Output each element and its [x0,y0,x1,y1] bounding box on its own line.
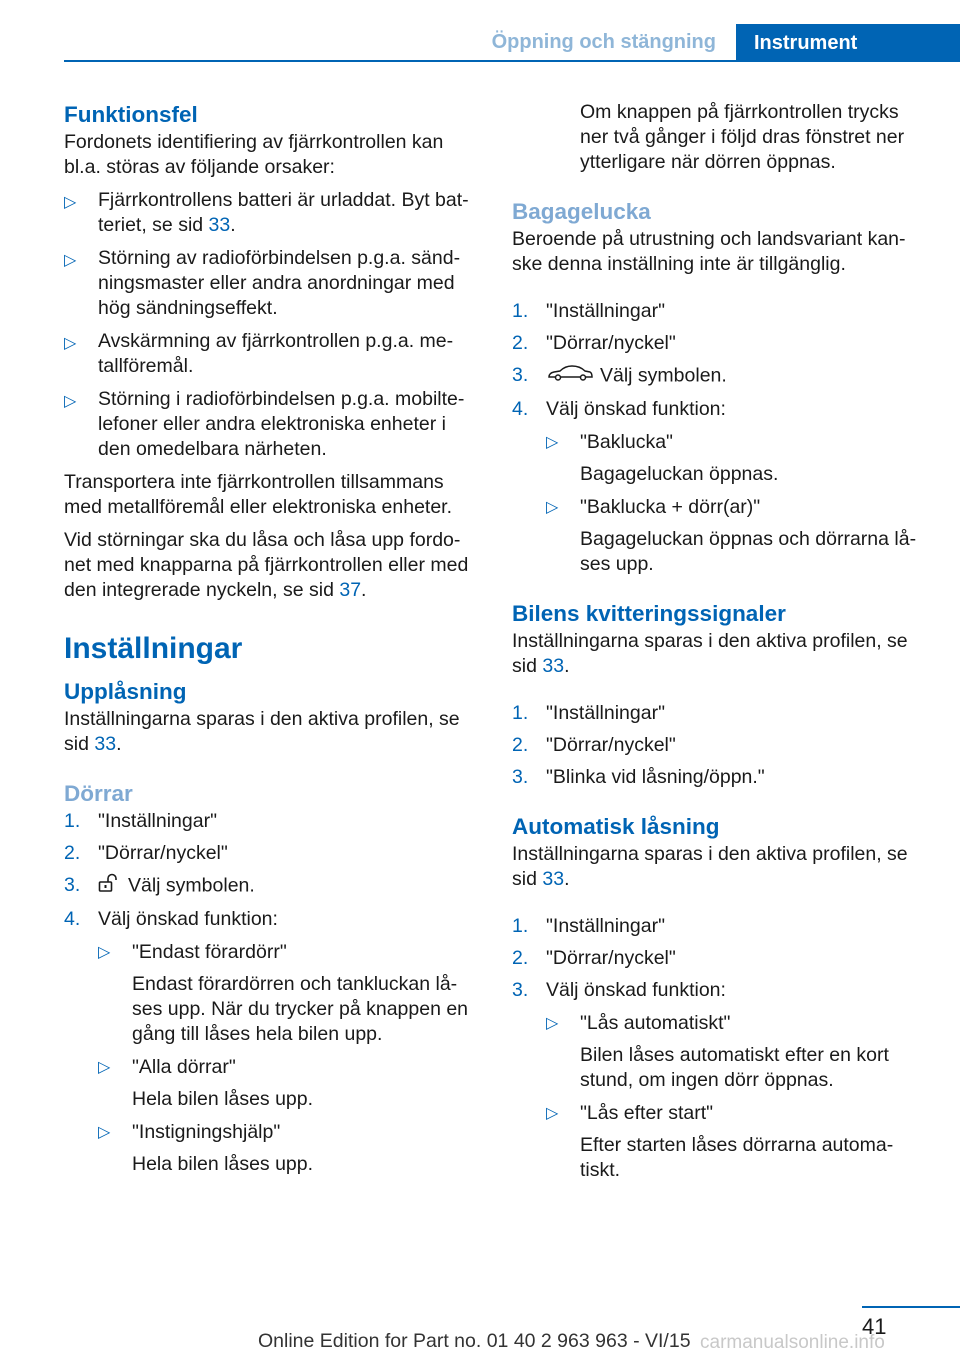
option-description: Endast förardörren och tankluckan lå-ses upp. När du trycker på knappen en gång till låses hela bilen upp. [132,973,469,1045]
step-number: 1. [512,300,529,322]
list-item [98,940,482,1047]
list-item [512,978,930,1183]
step-text: Välj önskad funktion: [98,908,278,930]
list-item [512,363,930,390]
list-item [64,907,482,1177]
heading-kvitteringssignaler: Bilens kvitteringssignaler [512,601,786,626]
right-column [512,100,930,1191]
list-item [546,495,930,577]
option-label: "Endast förardörr" [132,941,287,963]
heading-bagagelucka: Bagagelucka [512,199,651,224]
step-text: "Dörrar/nyckel" [98,842,228,864]
triangle-bullet-icon: ▷ [546,434,559,451]
paragraph-text: Inställningarna sparas i den aktiva profilen, se sid [64,708,460,755]
step-text: "Inställningar" [98,810,217,832]
list-item [98,1120,482,1177]
page-ref-link[interactable]: 33 [542,868,565,890]
autolock-text [512,842,930,892]
list-item [512,397,930,577]
page-ref-link[interactable]: 33 [208,214,231,236]
list-item-tail: . [230,214,236,236]
list-item-text: Avskärmning av fjärrkontrollen p.g.a. me-tallföremål. [98,330,454,377]
heading-funktionsfel: Funktionsfel [64,102,198,127]
step-number: 2. [512,332,529,354]
list-item [546,1101,930,1183]
step-text: Välj önskad funktion: [546,398,726,420]
step-text: "Blinka vid låsning/öppn." [546,766,765,788]
page-ref-link[interactable]: 37 [339,579,362,601]
list-item [512,946,930,971]
step-number: 1. [64,810,81,832]
kvittering-text [512,629,930,679]
option-label: "Lås automatiskt" [580,1012,731,1034]
footer-edition: Online Edition for Part no. 01 40 2 963 963 - VI/15 [258,1330,691,1352]
heading-installningar: Inställningar [64,632,243,665]
option-label: "Alla dörrar" [132,1056,236,1078]
triangle-bullet-icon: ▷ [546,499,559,516]
bagagelucka-options-list [546,430,930,577]
step-text: "Dörrar/nyckel" [546,332,676,354]
footer-rule [862,1306,960,1308]
list-item [512,701,930,726]
triangle-bullet-icon: ▷ [64,393,77,410]
triangle-bullet-icon: ▷ [64,335,77,352]
list-item [64,387,482,462]
triangle-bullet-icon: ▷ [64,194,77,211]
step-text: "Dörrar/nyckel" [546,947,676,969]
list-item-text: Fjärrkontrollens batteri är urladdat. Byt bat-teriet, se sid [98,189,469,236]
option-label: "Baklucka" [580,431,673,453]
step-text: Välj symbolen. [600,364,727,387]
step-text: Välj symbolen. [128,874,255,897]
list-item [64,809,482,834]
watermark: carmanualsonline.info [700,1332,885,1353]
dorrar-steps-list [64,809,482,1177]
kvittering-steps-list [512,701,930,790]
option-description: Bilen låses automatiskt efter en kort stund, om ingen dörr öppnas. [580,1044,889,1091]
car-trunk-icon [546,363,594,390]
option-label: "Lås efter start" [580,1102,714,1124]
autolock-options-list [546,1011,930,1183]
list-item [64,841,482,866]
step-number: 2. [64,842,81,864]
continuation-text: Om knappen på fjärrkontrollen trycks ner två gånger i följd dras fönstret ner ytterligare när dörren öppnas. [580,101,905,173]
option-description: Bagageluckan öppnas och dörrarna lå-ses upp. [580,528,917,575]
list-item [512,765,930,790]
unlock-icon [98,873,122,900]
option-description: Hela bilen låses upp. [132,1088,314,1110]
list-item [64,188,482,238]
list-item [546,1011,930,1093]
list-item [512,914,930,939]
paragraph-text: Inställningarna sparas i den aktiva profilen, se sid [512,630,908,677]
triangle-bullet-icon: ▷ [546,1015,559,1032]
step-number: 1. [512,702,529,724]
option-description: Bagageluckan öppnas. [580,463,779,485]
header-section-title: Öppning och stängning [491,31,716,53]
header-chapter-tab: Instrument [736,24,960,62]
list-item [512,331,930,356]
paragraph-tail: . [564,655,570,677]
step-number: 1. [512,915,529,937]
funktionsfel-paragraph-2 [64,528,482,603]
list-item [64,246,482,321]
step-number: 4. [64,908,81,930]
step-text: "Dörrar/nyckel" [546,734,676,756]
paragraph-tail: . [116,733,122,755]
list-item-text: Störning av radioförbindelsen p.g.a. sänd-ningsmaster eller andra anordningar med hög sändningseffekt. [98,247,461,319]
option-description: Efter starten låses dörrarna automa-tiskt. [580,1134,894,1181]
step-text: "Inställningar" [546,702,665,724]
list-item [512,299,930,324]
triangle-bullet-icon: ▷ [546,1105,559,1122]
page-number: 41 [862,1314,887,1339]
triangle-bullet-icon: ▷ [98,1124,111,1141]
paragraph-tail: . [361,579,367,601]
step-number: 3. [512,364,529,386]
list-item-text: Störning i radioförbindelsen p.g.a. mobilte-lefoner eller andra elektroniska enheter i den omedelbara närheten. [98,388,465,460]
step-number: 4. [512,398,529,420]
step-text: "Inställningar" [546,915,665,937]
step-number: 3. [512,766,529,788]
paragraph-text: Inställningarna sparas i den aktiva profilen, se sid [512,843,908,890]
bagagelucka-steps-list [512,299,930,577]
triangle-bullet-icon: ▷ [64,252,77,269]
list-item [546,430,930,487]
step-text: "Inställningar" [546,300,665,322]
paragraph-text: Vid störningar ska du låsa och låsa upp fordo-net med knapparna på fjärrkontrollen eller med den integrerade nyckeln, se sid [64,529,469,601]
heading-dorrar: Dörrar [64,781,133,806]
page-ref-link[interactable]: 33 [94,733,117,755]
list-item [64,329,482,379]
heading-automatisk-lasning: Automatisk låsning [512,814,720,839]
paragraph-tail: . [564,868,570,890]
step-text: Välj önskad funktion: [546,979,726,1001]
step-number: 2. [512,734,529,756]
triangle-bullet-icon: ▷ [98,1059,111,1076]
option-label: "Instigningshjälp" [132,1121,281,1143]
list-item [64,873,482,900]
list-item [98,1055,482,1112]
option-description: Hela bilen låses upp. [132,1153,314,1175]
funktionsfel-intro: Fordonets identifiering av fjärrkontrollen kan bl.a. störas av följande orsaker: [64,131,444,178]
list-item [512,733,930,758]
header-rule [64,60,960,62]
heading-upplasning: Upplåsning [64,679,187,704]
funktionsfel-causes-list [64,188,482,462]
left-column [64,100,482,1185]
step-number: 2. [512,947,529,969]
upplasning-text [64,707,482,757]
triangle-bullet-icon: ▷ [98,944,111,961]
autolock-steps-list [512,914,930,1183]
step-number: 3. [512,979,529,1001]
page-ref-link[interactable]: 33 [542,655,565,677]
bagagelucka-text: Beroende på utrustning och landsvariant kan-ske denna inställning inte är tillgänglig. [512,228,906,275]
funktionsfel-paragraph-1: Transportera inte fjärrkontrollen tillsammans med metallföremål eller elektroniska enheter. [64,471,453,518]
dorrar-options-list [98,940,482,1177]
option-label: "Baklucka + dörr(ar)" [580,496,761,518]
step-number: 3. [64,874,81,896]
